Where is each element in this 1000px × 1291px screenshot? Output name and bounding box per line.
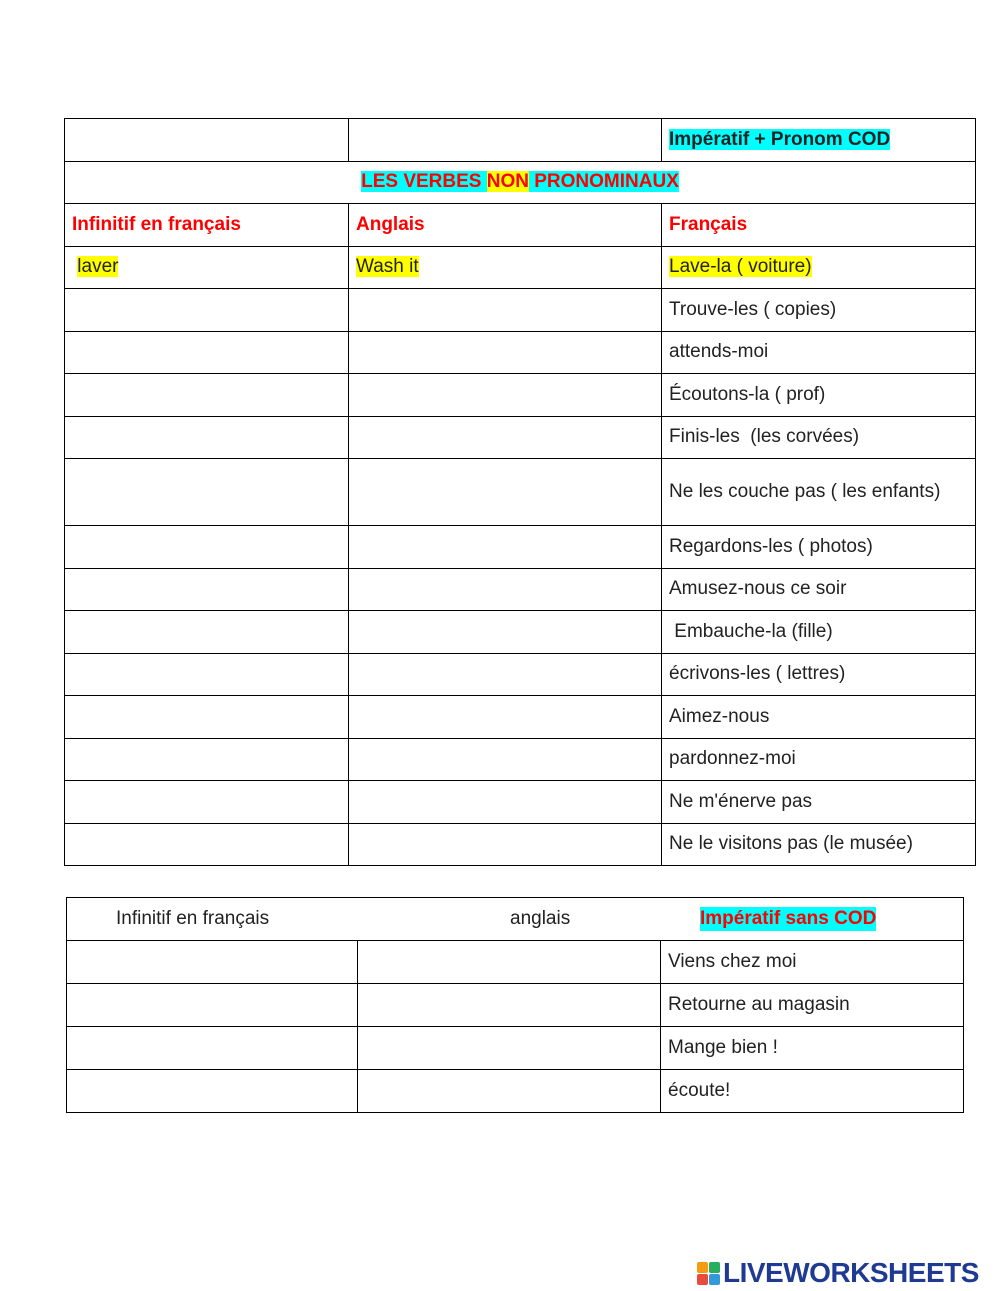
table-row (65, 416, 976, 459)
column-header-english: Anglais (349, 204, 662, 247)
section-title-part3: PRONOMINAUX (528, 171, 679, 193)
french-cell: Écoutons-la ( prof) (662, 374, 976, 417)
french-cell: Ne m'énerve pas (662, 781, 976, 824)
infinitive-answer-cell[interactable] (65, 289, 349, 332)
english-answer-cell[interactable] (358, 1070, 661, 1113)
table-row (67, 941, 964, 984)
imperative-cell: écoute! (661, 1070, 964, 1113)
table-row (65, 781, 976, 824)
english-answer-cell[interactable] (358, 1027, 661, 1070)
table-imperatif-cod (64, 118, 976, 866)
french-cell: Ne les couche pas ( les enfants) (662, 459, 976, 526)
top-header-cell (662, 119, 976, 162)
infinitive-answer-cell[interactable] (65, 823, 349, 866)
example-infinitive: laver (77, 256, 119, 278)
english-answer-cell[interactable] (349, 823, 662, 866)
english-answer-cell[interactable] (349, 459, 662, 526)
english-answer-cell[interactable] (349, 289, 662, 332)
table-row (65, 459, 976, 526)
french-cell: Amusez-nous ce soir (662, 568, 976, 611)
infinitive-answer-cell[interactable] (67, 1027, 358, 1070)
infinitive-answer-cell[interactable] (65, 781, 349, 824)
english-answer-cell[interactable] (349, 738, 662, 781)
column-header-infinitive: Infinitif en français (65, 204, 349, 247)
section-title-part1: LES VERBES (361, 171, 487, 193)
example-english-cell (349, 246, 662, 289)
french-cell: Finis-les (les corvées) (662, 416, 976, 459)
infinitive-answer-cell[interactable] (65, 526, 349, 569)
infinitive-answer-cell[interactable] (65, 696, 349, 739)
infinitive-answer-cell[interactable] (65, 459, 349, 526)
infinitive-answer-cell[interactable] (65, 653, 349, 696)
table-row (65, 374, 976, 417)
table2-header-imperative: Impératif sans COD (700, 908, 877, 929)
table2-header-cell (67, 898, 964, 941)
liveworksheets-logo-icon (697, 1262, 720, 1285)
english-answer-cell[interactable] (349, 781, 662, 824)
answer-cell[interactable] (65, 119, 349, 162)
answer-cell[interactable] (349, 119, 662, 162)
english-answer-cell[interactable] (349, 653, 662, 696)
english-answer-cell[interactable] (349, 696, 662, 739)
french-cell: attends-moi (662, 331, 976, 374)
example-english: Wash it (356, 256, 419, 278)
table1-top-row (65, 119, 976, 162)
example-french: Lave-la ( voiture) (669, 256, 812, 278)
french-cell: pardonnez-moi (662, 738, 976, 781)
french-cell: Aimez-nous (662, 696, 976, 739)
infinitive-answer-cell[interactable] (65, 568, 349, 611)
english-answer-cell[interactable] (349, 416, 662, 459)
table-row (65, 289, 976, 332)
english-answer-cell[interactable] (358, 941, 661, 984)
table-row (67, 1027, 964, 1070)
french-cell: Trouve-les ( copies) (662, 289, 976, 332)
table-row (65, 568, 976, 611)
infinitive-answer-cell[interactable] (65, 374, 349, 417)
infinitive-answer-cell[interactable] (65, 611, 349, 654)
table-row (65, 611, 976, 654)
section-title-row (65, 161, 976, 204)
english-answer-cell[interactable] (358, 984, 661, 1027)
table2-header-infinitive: Infinitif en français (116, 908, 270, 929)
table-row (65, 696, 976, 739)
table-row (65, 738, 976, 781)
infinitive-answer-cell[interactable] (65, 738, 349, 781)
section-title-part2: NON (486, 171, 529, 193)
english-answer-cell[interactable] (349, 568, 662, 611)
table-imperatif-sans-cod (66, 897, 964, 1113)
section-title-cell (65, 161, 976, 204)
french-cell: écrivons-les ( lettres) (662, 653, 976, 696)
french-cell: Regardons-les ( photos) (662, 526, 976, 569)
infinitive-answer-cell[interactable] (67, 941, 358, 984)
english-answer-cell[interactable] (349, 611, 662, 654)
french-cell: Ne le visitons pas (le musée) (662, 823, 976, 866)
english-answer-cell[interactable] (349, 374, 662, 417)
logo-text: LIVEWORKSHEETS (723, 1257, 979, 1288)
column-header-row (65, 204, 976, 247)
table-row (65, 653, 976, 696)
english-answer-cell[interactable] (349, 526, 662, 569)
table-row (65, 331, 976, 374)
english-answer-cell[interactable] (349, 331, 662, 374)
table-row (67, 1070, 964, 1113)
table-row (65, 823, 976, 866)
table-row (65, 526, 976, 569)
imperative-cell: Viens chez moi (661, 941, 964, 984)
example-row (65, 246, 976, 289)
infinitive-answer-cell[interactable] (65, 416, 349, 459)
table2-header-english: anglais (510, 908, 571, 929)
imperative-cell: Retourne au magasin (661, 984, 964, 1027)
column-header-french: Français (662, 204, 976, 247)
infinitive-answer-cell[interactable] (67, 984, 358, 1027)
example-infinitive-cell (65, 246, 349, 289)
example-french-cell (662, 246, 976, 289)
infinitive-answer-cell[interactable] (65, 331, 349, 374)
french-cell: Embauche-la (fille) (662, 611, 976, 654)
imperative-cell: Mange bien ! (661, 1027, 964, 1070)
top-header-label: Impératif + Pronom COD (669, 128, 891, 150)
table-row (67, 984, 964, 1027)
liveworksheets-logo (697, 1257, 979, 1289)
table2-header-row (67, 898, 964, 941)
infinitive-answer-cell[interactable] (67, 1070, 358, 1113)
